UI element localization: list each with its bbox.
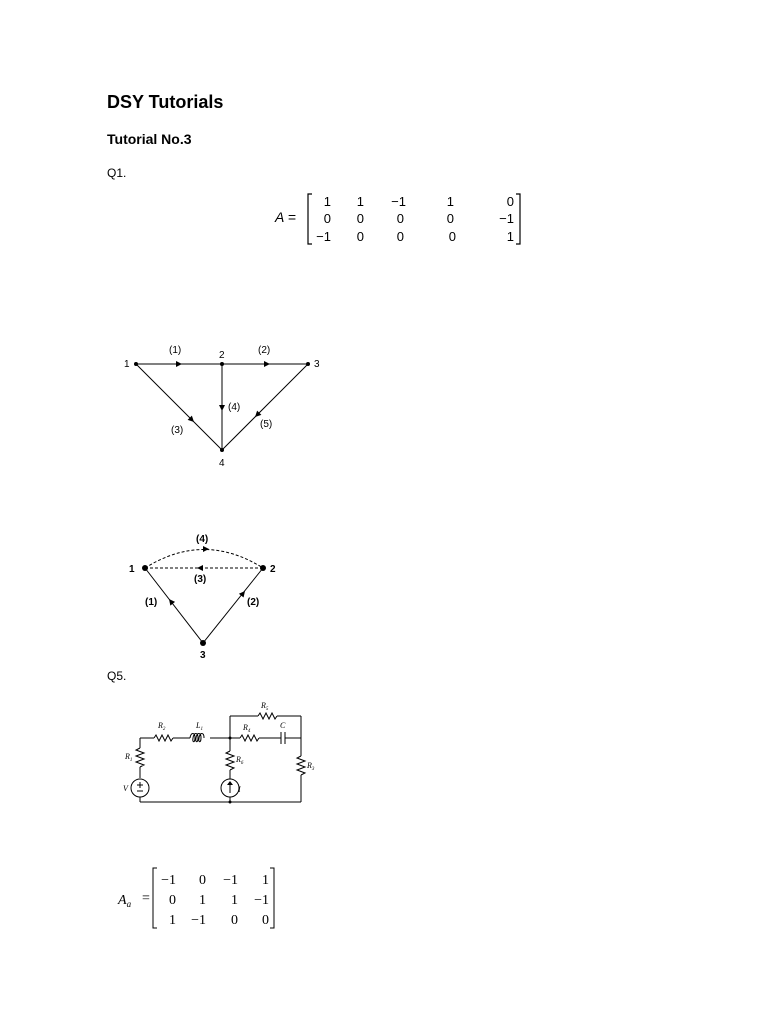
node-label: 3 bbox=[200, 650, 206, 661]
directed-graph-q2 bbox=[115, 528, 285, 663]
right-bracket bbox=[516, 194, 520, 244]
cell: 0 bbox=[262, 913, 269, 928]
label-r4: $R_4$ bbox=[243, 723, 251, 734]
cell: 0 bbox=[323, 211, 331, 226]
node-label: 3 bbox=[314, 359, 320, 370]
circuit-diagram bbox=[118, 696, 328, 808]
node-label: 1 bbox=[124, 359, 130, 370]
cell: 0 bbox=[231, 913, 238, 928]
cell: −1 bbox=[391, 194, 406, 209]
edge-label: (5) bbox=[260, 419, 273, 430]
resistor-r5 bbox=[258, 713, 277, 719]
label-r1: $R_1$ bbox=[125, 752, 133, 763]
node-label: 1 bbox=[129, 564, 135, 575]
node-label: 4 bbox=[219, 458, 225, 469]
label-v: V bbox=[123, 784, 128, 793]
left-bracket bbox=[308, 194, 312, 244]
cell: 1 bbox=[231, 893, 238, 908]
edge-label: (3) bbox=[194, 574, 207, 585]
node-dot bbox=[260, 565, 266, 571]
edge-4 bbox=[145, 550, 263, 569]
label-i: I bbox=[238, 785, 241, 794]
node-dot bbox=[306, 362, 310, 366]
label-r5: $R_5$ bbox=[261, 701, 269, 712]
edge-label: (1) bbox=[145, 597, 158, 608]
cell: 0 bbox=[356, 229, 364, 244]
cell: 0 bbox=[506, 194, 514, 209]
edge-label: (1) bbox=[169, 345, 182, 356]
directed-graph-q1 bbox=[110, 325, 340, 475]
node-dot bbox=[220, 448, 224, 452]
edge-3 bbox=[136, 364, 222, 450]
cell: 0 bbox=[199, 873, 206, 888]
cell: 1 bbox=[323, 194, 331, 209]
node-dot bbox=[142, 565, 148, 571]
q1-label: Q1. bbox=[107, 166, 127, 180]
resistor-r4 bbox=[240, 735, 259, 741]
cell: −1 bbox=[254, 893, 269, 908]
cell: 1 bbox=[199, 893, 206, 908]
right-bracket bbox=[270, 868, 274, 928]
arrow-icon bbox=[176, 361, 182, 367]
label-r6: $R_6$ bbox=[236, 755, 244, 766]
resistor-r3 bbox=[297, 756, 305, 775]
resistor-r2 bbox=[154, 735, 173, 741]
incidence-matrix-a bbox=[268, 188, 528, 248]
label-r3: $R_3$ bbox=[307, 761, 315, 772]
cell: −1 bbox=[161, 873, 176, 888]
left-bracket bbox=[153, 868, 157, 928]
cell: 1 bbox=[446, 194, 454, 209]
cell: 1 bbox=[169, 913, 176, 928]
document-title: DSY Tutorials bbox=[107, 92, 224, 112]
edge-label: (3) bbox=[171, 425, 184, 436]
cell: −1 bbox=[499, 211, 514, 226]
cell: 0 bbox=[396, 211, 404, 226]
edge-label: (4) bbox=[228, 402, 241, 413]
node-label: 2 bbox=[219, 350, 225, 361]
reduced-incidence-matrix bbox=[112, 862, 292, 934]
edge-label: (2) bbox=[247, 597, 260, 608]
label-c: C bbox=[280, 721, 286, 730]
node-dot bbox=[134, 362, 138, 366]
node-label: 2 bbox=[270, 564, 276, 575]
q5-label: Q5. bbox=[107, 669, 127, 683]
cell: 0 bbox=[169, 893, 176, 908]
cell: 0 bbox=[356, 211, 364, 226]
tutorial-number: Tutorial No.3 bbox=[107, 131, 192, 147]
node-dot bbox=[220, 362, 224, 366]
label-r2: $R_2$ bbox=[158, 721, 166, 732]
label-l1: $L_1$ bbox=[196, 721, 203, 732]
cell: −1 bbox=[316, 229, 331, 244]
arrow-icon bbox=[264, 361, 270, 367]
arrow-icon bbox=[203, 546, 209, 552]
cell: 1 bbox=[506, 229, 514, 244]
cell: 0 bbox=[446, 211, 454, 226]
node-dot bbox=[200, 640, 206, 646]
cell: 0 bbox=[448, 229, 456, 244]
cell: −1 bbox=[191, 913, 206, 928]
resistor-r6 bbox=[226, 751, 234, 770]
inductor-l1 bbox=[190, 734, 204, 742]
cell: 0 bbox=[396, 229, 404, 244]
cell: 1 bbox=[262, 873, 269, 888]
cell: −1 bbox=[223, 873, 238, 888]
matrix-aa-name: $A_a$ bbox=[118, 893, 132, 909]
cell: 1 bbox=[356, 194, 364, 209]
edge-label: (4) bbox=[196, 534, 209, 545]
arrow-up-icon bbox=[227, 781, 233, 785]
equals-sign: = bbox=[142, 891, 150, 906]
arrow-icon bbox=[197, 565, 203, 571]
arrow-icon bbox=[219, 405, 225, 411]
edge-label: (2) bbox=[258, 345, 271, 356]
resistor-r1 bbox=[136, 748, 144, 767]
matrix-a-name: A = bbox=[275, 209, 296, 225]
